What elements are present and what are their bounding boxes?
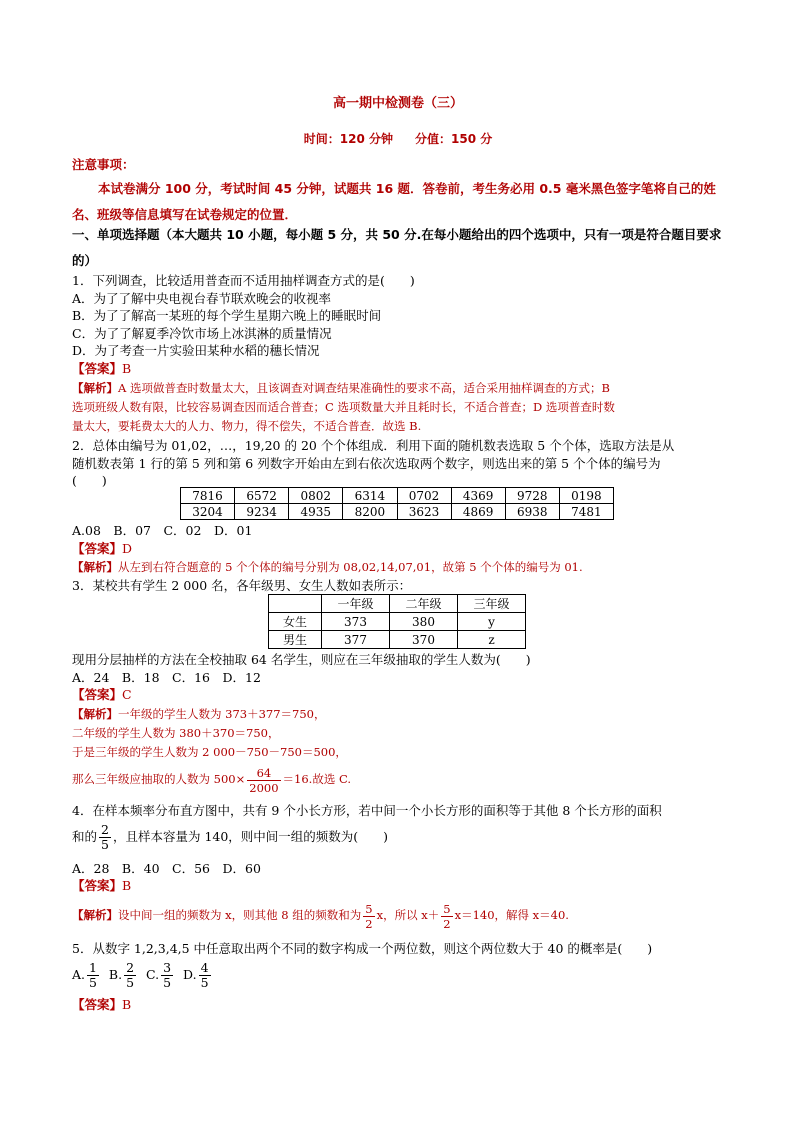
table-row bbox=[181, 488, 614, 504]
table-row bbox=[269, 595, 526, 613]
fraction-numerator: 2 bbox=[101, 822, 109, 837]
q2-analysis-text: 从左到右符合题意的 5 个个体的编号分别为 08,02,14,07,01，故第 5 个个体的编号为 01. bbox=[118, 560, 583, 574]
section-heading: 一、单项选择题（本大题共 10 小题，每小题 5 分，共 50 分.在每小题给出的四个选项中，只有一项是符合题目要求的） bbox=[72, 227, 722, 268]
table-header-cell: 三年级 bbox=[458, 595, 526, 613]
table-cell: 6572 bbox=[235, 488, 289, 504]
exam-score: 分值：150 分 bbox=[415, 132, 493, 146]
fraction bbox=[441, 902, 452, 931]
q2-options: A.08 B．07 C．02 D．01 bbox=[72, 523, 253, 538]
table-cell: 370 bbox=[390, 631, 458, 649]
q5-option-d-label: D. bbox=[183, 967, 197, 982]
fraction-numerator: 64 bbox=[247, 766, 280, 781]
q3-analysis-text-1: 一年级的学生人数为 373＋377＝750， bbox=[118, 707, 326, 721]
q1-option-b: B．为了了解高一某班的每个学生星期六晚上的睡眠时间 bbox=[72, 308, 382, 323]
q3-options: A．24 B．18 C．16 D．12 bbox=[72, 670, 261, 685]
fraction-numerator: 5 bbox=[365, 901, 373, 916]
table-cell: 9728 bbox=[505, 488, 559, 504]
table-cell: 7816 bbox=[181, 488, 235, 504]
q3-analysis-4 bbox=[72, 762, 724, 796]
q2-stem-3: ( ) bbox=[72, 473, 107, 488]
random-number-table bbox=[180, 487, 614, 520]
table-row bbox=[181, 504, 614, 520]
fraction bbox=[247, 766, 280, 795]
table-cell: 380 bbox=[390, 613, 458, 631]
table-cell: 3623 bbox=[397, 504, 451, 520]
answer-label: 【答案】 bbox=[72, 687, 123, 702]
q3-analysis-text-4b: ＝16.故选 C. bbox=[282, 772, 352, 786]
fraction-denominator: 2 bbox=[365, 916, 373, 931]
q1-stem: 1．下列调查，比较适用普查而不适用抽样调查方式的是( ) bbox=[72, 273, 415, 288]
q5-answer bbox=[72, 996, 724, 1014]
q3-analysis-1 bbox=[72, 705, 724, 724]
fraction-denominator: 5 bbox=[126, 975, 135, 990]
fraction bbox=[87, 961, 99, 990]
q5-option-b-label: B. bbox=[108, 967, 123, 982]
fraction-numerator: 4 bbox=[200, 960, 209, 975]
table-cell: 女生 bbox=[269, 613, 322, 631]
q4-stem-text-a: 和的 bbox=[72, 829, 98, 844]
table-cell: 6938 bbox=[505, 504, 559, 520]
fraction-numerator: 5 bbox=[443, 901, 451, 916]
q2-analysis bbox=[72, 558, 724, 577]
q2-stem-1: 2．总体由编号为 01,02，…，19,20 的 20 个个体组成．利用下面的随机数表选取 5 个个体，选取方法是从 bbox=[72, 438, 675, 453]
q5-stem: 5．从数字 1,2,3,4,5 中任意取出两个不同的数字构成一个两位数，则这个两位数大于 40 的概率是( ) bbox=[72, 941, 653, 956]
table-cell: 377 bbox=[322, 631, 390, 649]
table-header-cell bbox=[269, 595, 322, 613]
q4-stem-2 bbox=[72, 820, 724, 854]
fraction-numerator: 3 bbox=[163, 960, 172, 975]
q1-answer-value: B bbox=[122, 361, 132, 376]
fraction bbox=[124, 961, 136, 990]
table-cell: 0198 bbox=[559, 488, 613, 504]
table-cell: 8200 bbox=[343, 504, 397, 520]
q4-answer-value: B bbox=[122, 878, 132, 893]
table-cell: z bbox=[458, 631, 526, 649]
q4-options: A．28 B．40 C．56 D．60 bbox=[72, 861, 261, 876]
q5-answer-value: B bbox=[122, 997, 132, 1012]
fraction-denominator: 2 bbox=[443, 916, 451, 931]
q3-stem: 3．某校共有学生 2 000 名，各年级男、女生人数如表所示： bbox=[72, 578, 412, 593]
answer-label: 【答案】 bbox=[72, 997, 123, 1012]
notice-heading: 注意事项： bbox=[72, 157, 135, 172]
fraction-denominator: 5 bbox=[163, 975, 172, 990]
q2-answer-value: D bbox=[122, 541, 133, 556]
exam-title: 高一期中检测卷（三） bbox=[332, 96, 463, 111]
notice-body: 本试卷满分 100 分，考试时间 45 分钟，试题共 16 题．答卷前，考生务必用 0.5 毫米黑色签字笔将自己的姓名、班级等信息填写在试卷规定的位置． bbox=[72, 181, 716, 222]
q4-analysis-text-a: 设中间一组的频数为 x，则其他 8 组的频数和为 bbox=[118, 908, 362, 922]
q5-option-c-label: C. bbox=[146, 967, 160, 982]
fraction bbox=[363, 902, 374, 931]
table-cell: 0802 bbox=[289, 488, 343, 504]
q1-option-d: D．为了考查一片实验田某种水稻的穗长情况 bbox=[72, 343, 320, 358]
exam-meta bbox=[72, 130, 724, 147]
fraction bbox=[99, 823, 111, 852]
fraction bbox=[161, 961, 173, 990]
fraction-denominator: 5 bbox=[101, 837, 109, 852]
table-cell: 4369 bbox=[451, 488, 505, 504]
q2-stem-2: 随机数表第 1 行的第 5 列和第 6 列数字开始由左到右依次选取两个数字，则选出来的第 5 个个体的编号为 bbox=[72, 456, 661, 471]
answer-label: 【答案】 bbox=[72, 878, 123, 893]
table-cell: 6314 bbox=[343, 488, 397, 504]
table-row bbox=[269, 631, 526, 649]
q3-answer-value: C bbox=[122, 687, 132, 702]
table-cell: 男生 bbox=[269, 631, 322, 649]
table-cell: 4935 bbox=[289, 504, 343, 520]
fraction-numerator: 2 bbox=[126, 960, 135, 975]
q5-option-a-label: A. bbox=[72, 967, 86, 982]
table-cell: y bbox=[458, 613, 526, 631]
table-cell: 373 bbox=[322, 613, 390, 631]
table-header-cell: 二年级 bbox=[390, 595, 458, 613]
q1-option-c: C．为了了解夏季冷饮市场上冰淇淋的质量情况 bbox=[72, 326, 332, 341]
table-cell: 0702 bbox=[397, 488, 451, 504]
q1-answer bbox=[72, 360, 724, 378]
q3-analysis-3: 于是三年级的学生人数为 2 000－750－750＝500， bbox=[72, 745, 347, 759]
table-cell: 4869 bbox=[451, 504, 505, 520]
q1-analysis-1 bbox=[72, 379, 724, 398]
q1-analysis-text-1: A 选项做普查时数量太大，且该调查对调查结果准确性的要求不高，适合采用抽样调查的方式；B bbox=[118, 381, 610, 395]
exam-time: 时间：120 分钟 bbox=[303, 132, 393, 146]
q1-analysis-2: 选项班级人数有限，比较容易调查因而适合普查；C 选项数量大并且耗时长，不适合普查；D 选项普查时数 bbox=[72, 400, 615, 414]
q4-analysis-text-c: x＝140，解得 x＝40. bbox=[454, 908, 569, 922]
fraction-denominator: 5 bbox=[89, 975, 97, 990]
q3-stem-2: 现用分层抽样的方法在全校抽取 64 名学生，则应在三年级抽取的学生人数为( ) bbox=[72, 652, 531, 667]
fraction-denominator: 5 bbox=[200, 975, 209, 990]
q4-analysis bbox=[72, 898, 724, 932]
q4-analysis-text-b: x，所以 x＋ bbox=[376, 908, 440, 922]
q3-analysis-text-4a: 那么三年级应抽取的人数为 500× bbox=[72, 772, 246, 786]
q3-analysis-2: 二年级的学生人数为 380＋370＝750， bbox=[72, 726, 280, 740]
table-cell: 9234 bbox=[235, 504, 289, 520]
q2-answer bbox=[72, 540, 724, 558]
analysis-label: 【解析】 bbox=[72, 560, 118, 574]
analysis-label: 【解析】 bbox=[72, 707, 118, 721]
table-header-cell: 一年级 bbox=[322, 595, 390, 613]
table-cell: 3204 bbox=[181, 504, 235, 520]
fraction bbox=[199, 961, 211, 990]
answer-label: 【答案】 bbox=[72, 541, 123, 556]
fraction-numerator: 1 bbox=[89, 960, 97, 975]
q5-options bbox=[72, 958, 724, 992]
q4-stem-text-b: ，且样本容量为 140，则中间一组的频数为( ) bbox=[112, 829, 389, 844]
q1-analysis-3: 量太大，要耗费太大的人力、物力，得不偿失，不适合普查．故选 B. bbox=[72, 419, 422, 433]
fraction-denominator: 2000 bbox=[249, 780, 279, 795]
analysis-label: 【解析】 bbox=[72, 381, 118, 395]
q1-option-a: A．为了了解中央电视台春节联欢晚会的收视率 bbox=[72, 291, 332, 306]
q3-answer bbox=[72, 686, 724, 704]
grade-table bbox=[268, 594, 526, 649]
q4-answer bbox=[72, 877, 724, 895]
q4-stem-1: 4．在样本频率分布直方图中，共有 9 个小长方形，若中间一个小长方形的面积等于其他 8 个长方形的面积 bbox=[72, 803, 662, 818]
table-row bbox=[269, 613, 526, 631]
answer-label: 【答案】 bbox=[72, 361, 123, 376]
table-cell: 7481 bbox=[559, 504, 613, 520]
analysis-label: 【解析】 bbox=[72, 908, 118, 922]
